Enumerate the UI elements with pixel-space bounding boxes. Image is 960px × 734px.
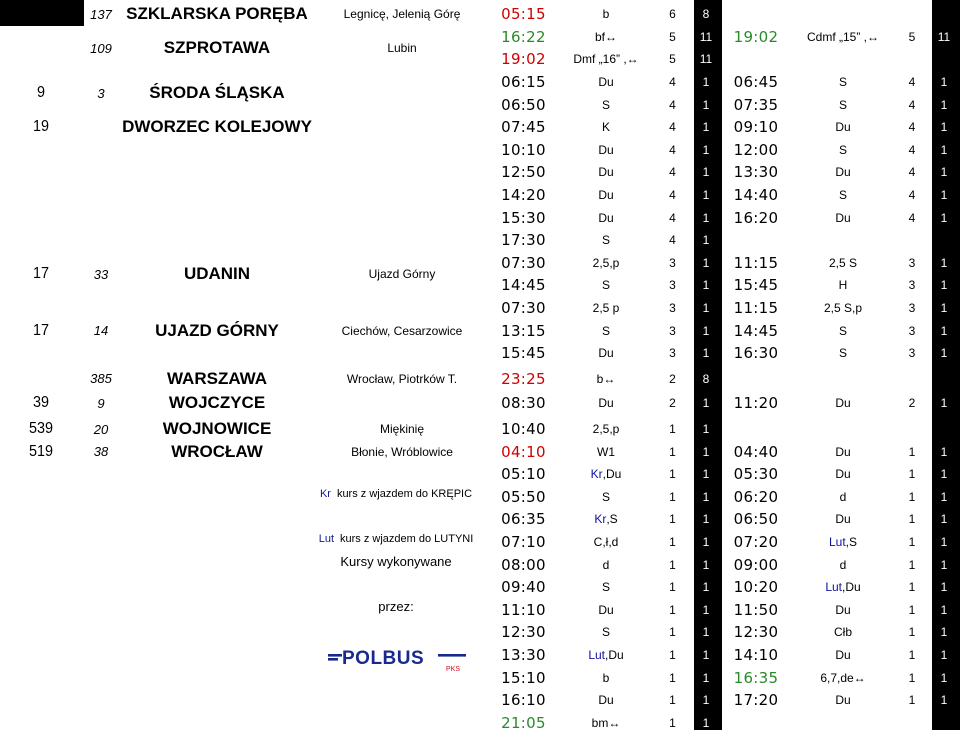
via-cell: Ciechów, Cesarzowice: [341, 323, 463, 338]
n-cell: 1: [669, 648, 676, 663]
nt-cell: b↔: [596, 371, 616, 386]
tm-cell: 15:45: [501, 344, 546, 363]
n-cell: 1: [908, 670, 916, 685]
tm-cell: 11:10: [501, 600, 546, 619]
tm-cell: 16:30: [733, 344, 779, 363]
n-cell: 1: [940, 693, 948, 708]
tm-cell: 09:00: [733, 555, 779, 574]
n-cell: 1: [669, 602, 676, 617]
n-cell: 1: [702, 535, 710, 550]
nt-cell: bm↔: [591, 715, 621, 730]
n-cell: 1: [669, 489, 676, 504]
tkm-cell: 38: [93, 444, 109, 460]
nt-cell: S: [838, 323, 847, 338]
tm-cell: 19:02: [733, 27, 779, 46]
tm-cell: 13:30: [501, 646, 546, 665]
n-cell: 1: [702, 301, 710, 316]
tm-cell: 05:10: [501, 465, 546, 484]
n-cell: 1: [940, 278, 948, 293]
n-cell: 3: [908, 278, 916, 293]
nt-cell: Lut ,Du: [588, 648, 624, 663]
n-cell: 11: [699, 52, 713, 67]
tm-cell: 13:30: [733, 163, 779, 182]
n-cell: 1: [702, 715, 710, 730]
via-cell: Ujazd Górny: [368, 267, 436, 282]
n-cell: 1: [702, 255, 710, 270]
tm-cell: 04:40: [733, 442, 779, 461]
n-cell: 1: [702, 97, 710, 112]
n-cell: 4: [669, 210, 676, 225]
n-cell: 1: [702, 580, 710, 595]
tm-cell: 19:02: [501, 50, 546, 69]
n-cell: 2: [908, 396, 916, 411]
km-cell: [4, 26, 78, 71]
n-cell: 1: [702, 625, 710, 640]
n-cell: 1: [940, 512, 948, 527]
tkm-cell: 137: [90, 6, 112, 22]
n-cell: 3: [908, 323, 916, 338]
nt-cell: Du: [835, 467, 851, 482]
tm-cell: 07:45: [501, 118, 546, 137]
tkm-cell: 109: [90, 40, 112, 56]
n-cell: 1: [940, 142, 948, 157]
n-cell: 4: [908, 97, 916, 112]
tm-cell: 06:45: [733, 73, 779, 92]
nt-cell: Du: [835, 120, 851, 135]
nt-cell: S: [601, 278, 610, 293]
tm-cell: 16:22: [501, 27, 546, 46]
st-cell: WOJCZYCE: [168, 393, 266, 413]
n-cell: 1: [702, 467, 710, 482]
st-cell: UDANIN: [183, 264, 251, 284]
n-cell: 1: [702, 278, 710, 293]
tkm-cell: 33: [93, 266, 109, 282]
tm-cell: 12:00: [733, 140, 779, 159]
tkm-cell: 14: [93, 323, 109, 339]
n-cell: 3: [908, 346, 916, 361]
nt-cell: Du: [598, 602, 614, 617]
n-cell: 4: [669, 233, 676, 248]
via-cell: Legnicę, Jelenią Górę: [343, 7, 461, 22]
n-cell: 1: [908, 557, 916, 572]
n-cell: 4: [908, 75, 916, 90]
n-cell: 4: [908, 165, 916, 180]
km-cell: 17: [32, 321, 50, 339]
n-cell: 8: [702, 7, 710, 22]
n-cell: 1: [702, 210, 710, 225]
nt-cell: S: [838, 142, 847, 157]
n-cell: 1: [940, 602, 948, 617]
tm-cell: 14:20: [501, 186, 546, 205]
tm-cell: 12:30: [733, 623, 779, 642]
n-cell: 5: [908, 29, 916, 44]
n-cell: 1: [940, 467, 948, 482]
nt-cell: Du: [598, 346, 614, 361]
tm-cell: 21:05: [501, 713, 546, 732]
n-cell: 3: [669, 346, 676, 361]
n-cell: 4: [669, 142, 676, 157]
n-cell: 4: [908, 120, 916, 135]
n-cell: 1: [908, 489, 916, 504]
nt-cell: S: [601, 489, 610, 504]
tm-cell: 08:00: [501, 555, 546, 574]
n-cell: 1: [669, 557, 676, 572]
via-cell: Błonie, Wróblowice: [351, 444, 453, 459]
n-cell: 1: [940, 97, 948, 112]
n-cell: 1: [940, 444, 948, 459]
nt-cell: 2,5,p: [592, 255, 620, 270]
nt-cell: Du: [598, 142, 614, 157]
tm-cell: 06:35: [501, 510, 546, 529]
tm-cell: 05:30: [733, 465, 779, 484]
n-cell: 1: [702, 75, 710, 90]
tm-cell: 05:15: [501, 5, 546, 24]
n-cell: 1: [940, 120, 948, 135]
n-cell: 1: [702, 142, 710, 157]
n-cell: 1: [908, 602, 916, 617]
nt-cell: 2,5,p: [592, 422, 620, 437]
nt-cell: Du: [835, 648, 851, 663]
st-cell: DWORZEC KOLEJOWY: [122, 117, 312, 137]
n-cell: 1: [702, 396, 710, 411]
via-cell: Lubin: [387, 41, 417, 56]
km-cell: 39: [32, 394, 50, 412]
nt-cell: W1: [597, 444, 615, 459]
tm-cell: 07:30: [501, 299, 546, 318]
nt-cell: Du: [598, 396, 614, 411]
tm-cell: 07:10: [501, 533, 546, 552]
nt-cell: Cłb: [833, 625, 852, 640]
n-cell: 1: [702, 512, 710, 527]
n-cell: 4: [669, 188, 676, 203]
km-cell: 519: [28, 442, 54, 460]
logo-sub: PKS: [446, 666, 461, 673]
n-cell: 1: [669, 422, 676, 437]
nt-cell: d: [602, 557, 610, 572]
n-cell: 1: [940, 75, 948, 90]
nt-cell: 2,5 S,p: [823, 301, 863, 316]
n-cell: 3: [669, 255, 676, 270]
nt-cell: 2,5 p: [592, 301, 620, 316]
n-cell: 1: [940, 580, 948, 595]
nt-cell: bf↔: [594, 29, 617, 44]
n-cell: 1: [940, 648, 948, 663]
n-cell: 1: [940, 188, 948, 203]
n-cell: 5: [669, 29, 676, 44]
n-cell: 1: [702, 557, 710, 572]
n-cell: 1: [940, 670, 948, 685]
tm-cell: 08:30: [501, 394, 546, 413]
n-cell: 4: [908, 210, 916, 225]
nt-cell: S: [601, 233, 610, 248]
tm-cell: 10:40: [501, 420, 546, 439]
st-cell: SZPROTAWA: [163, 38, 271, 58]
via-cell: Miękinię: [379, 422, 424, 437]
nt-cell: Dmf „16” ,↔: [573, 52, 639, 67]
logo-text: POLBUS: [342, 648, 425, 669]
tm-cell: 12:30: [501, 623, 546, 642]
n-cell: 6: [669, 7, 676, 22]
n-cell: 1: [669, 670, 676, 685]
km-cell: 539: [28, 420, 54, 438]
n-cell: 1: [669, 512, 676, 527]
n-cell: 1: [702, 489, 710, 504]
n-cell: 1: [702, 670, 710, 685]
n-cell: 1: [940, 489, 948, 504]
n-cell: 11: [699, 29, 713, 44]
legend-kr: [318, 484, 474, 504]
nt-cell: Du: [835, 165, 851, 180]
tm-cell: 07:35: [733, 95, 779, 114]
n-cell: 8: [702, 371, 710, 386]
nt-cell: Du: [598, 210, 614, 225]
n-cell: 1: [702, 233, 710, 248]
nt-cell: S: [601, 323, 610, 338]
tm-cell: 15:45: [733, 276, 779, 295]
n-cell: 5: [669, 52, 676, 67]
legend-lut: [318, 529, 474, 549]
st-cell: WROCŁAW: [171, 441, 263, 461]
n-cell: 1: [908, 693, 916, 708]
tm-cell: 07:20: [733, 533, 779, 552]
n-cell: 1: [940, 210, 948, 225]
tkm-cell: [82, 116, 120, 139]
tm-cell: 04:10: [501, 442, 546, 461]
nt-cell: S: [601, 580, 610, 595]
nt-cell: 6,7,de↔: [820, 670, 866, 685]
n-cell: 3: [669, 278, 676, 293]
n-cell: 1: [669, 535, 676, 550]
via-cell: [314, 392, 490, 415]
n-cell: 1: [940, 323, 948, 338]
nt-cell: Du: [835, 396, 851, 411]
n-cell: 1: [940, 255, 948, 270]
nt-cell: H: [838, 278, 848, 293]
nt-cell: S: [838, 188, 847, 203]
km-cell: 9: [36, 84, 46, 102]
n-cell: 1: [908, 580, 916, 595]
n-cell: 1: [669, 580, 676, 595]
tm-cell: 06:50: [733, 510, 779, 529]
nt-cell: Du: [835, 693, 851, 708]
legend-kursy: Kursy wykonywane: [340, 553, 452, 569]
tm-cell: 16:10: [501, 691, 546, 710]
n-cell: 3: [669, 301, 676, 316]
tm-cell: 10:10: [501, 140, 546, 159]
tkm-cell: 20: [93, 421, 109, 437]
n-cell: 1: [940, 165, 948, 180]
tm-cell: 14:45: [501, 276, 546, 295]
polbus-logo: [326, 644, 470, 674]
tm-cell: 09:40: [501, 578, 546, 597]
km-cell: [4, 3, 78, 26]
nt-cell: Cdmf „15” ,↔: [806, 29, 879, 44]
nt-cell: C,ł,d: [593, 535, 619, 550]
legend-kr-code: Kr: [319, 488, 331, 500]
tm-cell: 17:20: [733, 691, 779, 710]
st-cell: SZKLARSKA PORĘBA: [126, 4, 308, 24]
n-cell: 1: [669, 715, 676, 730]
n-cell: 1: [908, 512, 916, 527]
km-cell: 17: [32, 265, 50, 283]
n-cell: 1: [702, 188, 710, 203]
nt-cell: Du: [835, 512, 851, 527]
nt-cell: b: [602, 670, 610, 685]
n-cell: 1: [908, 648, 916, 663]
st-cell: WARSZAWA: [166, 368, 268, 388]
tm-cell: 11:15: [733, 253, 779, 272]
nt-cell: Kr ,Du: [590, 467, 622, 482]
n-cell: 1: [702, 323, 710, 338]
n-cell: 2: [669, 396, 676, 411]
n-cell: 1: [908, 467, 916, 482]
tm-cell: 23:25: [501, 369, 546, 388]
nt-cell: Lut ,S: [828, 535, 858, 550]
nt-cell: Du: [598, 75, 614, 90]
tkm-cell: 9: [97, 395, 105, 411]
n-cell: 2: [669, 371, 676, 386]
via-cell: [314, 116, 490, 139]
n-cell: 1: [702, 422, 710, 437]
tm-cell: 11:50: [733, 600, 779, 619]
tm-cell: 06:15: [501, 73, 546, 92]
tkm-cell: 3: [97, 85, 105, 101]
nt-cell: Du: [598, 188, 614, 203]
tm-cell: 11:20: [733, 394, 779, 413]
nt-cell: S: [838, 75, 847, 90]
legend-lut-code: Lut: [318, 533, 335, 545]
nt-cell: Du: [835, 602, 851, 617]
n-cell: 3: [908, 255, 916, 270]
n-cell: 4: [669, 165, 676, 180]
n-cell: 1: [669, 444, 676, 459]
n-cell: 4: [908, 188, 916, 203]
n-cell: 3: [669, 323, 676, 338]
st-cell: WOJNOWICE: [162, 419, 272, 439]
n-cell: 1: [940, 557, 948, 572]
tm-cell: 14:10: [733, 646, 779, 665]
legend-lut-text: kurs z wjazdem do LUTYNI: [340, 533, 474, 545]
n-cell: 1: [940, 625, 948, 640]
n-cell: 4: [908, 142, 916, 157]
tm-cell: 13:15: [501, 321, 546, 340]
nt-cell: Lut ,Du: [825, 580, 861, 595]
n-cell: 1: [908, 444, 916, 459]
tm-cell: 12:50: [501, 163, 546, 182]
nt-cell: S: [601, 625, 610, 640]
n-cell: 1: [669, 693, 676, 708]
n-cell: 11: [937, 29, 951, 44]
tm-cell: 15:10: [501, 668, 546, 687]
tm-cell: 10:20: [733, 578, 779, 597]
n-cell: 1: [940, 346, 948, 361]
nt-cell: K: [601, 120, 610, 135]
tm-cell: 14:45: [733, 321, 779, 340]
n-cell: 1: [702, 444, 710, 459]
km-cell: [4, 368, 78, 391]
st-cell: UJAZD GÓRNY: [155, 320, 279, 340]
tkm-cell: 385: [90, 371, 112, 387]
tm-cell: 17:30: [501, 231, 546, 250]
n-cell: 1: [669, 467, 676, 482]
tm-cell: 09:10: [733, 118, 779, 137]
n-cell: 1: [908, 625, 916, 640]
n-cell: 1: [702, 165, 710, 180]
n-cell: 1: [669, 625, 676, 640]
legend-kr-text: kurs z wjazdem do KRĘPIC: [336, 488, 473, 500]
n-cell: 3: [908, 301, 916, 316]
n-cell: 1: [940, 396, 948, 411]
nt-cell: Kr ,S: [594, 512, 618, 527]
nt-cell: S: [838, 97, 847, 112]
n-cell: 1: [702, 648, 710, 663]
legend-przez: przez:: [378, 598, 414, 614]
tm-cell: 11:15: [733, 299, 779, 318]
nt-cell: Du: [835, 210, 851, 225]
tm-cell: 06:20: [733, 487, 779, 506]
n-cell: 4: [669, 120, 676, 135]
tm-cell: 07:30: [501, 253, 546, 272]
nt-cell: S: [601, 97, 610, 112]
nt-cell: Du: [835, 444, 851, 459]
n-cell: 1: [702, 120, 710, 135]
tm-cell: 14:40: [733, 186, 779, 205]
nt-cell: Du: [598, 693, 614, 708]
n-cell: 4: [669, 97, 676, 112]
tm-cell: 05:50: [501, 487, 546, 506]
nt-cell: d: [839, 489, 847, 504]
tm-cell: 16:35: [733, 668, 779, 687]
n-cell: 1: [702, 346, 710, 361]
n-cell: 1: [702, 693, 710, 708]
st-cell: ŚRODA ŚLĄSKA: [149, 83, 285, 103]
n-cell: 1: [940, 301, 948, 316]
via-cell: [314, 71, 490, 116]
nt-cell: S: [838, 346, 847, 361]
n-cell: 1: [940, 535, 948, 550]
via-cell: Wrocław, Piotrków T.: [346, 371, 458, 386]
nt-cell: Du: [598, 165, 614, 180]
nt-cell: 2,5 S: [828, 255, 858, 270]
n-cell: 1: [702, 602, 710, 617]
n-cell: 4: [669, 75, 676, 90]
nt-cell: d: [839, 557, 847, 572]
km-cell: 19: [32, 118, 50, 136]
tm-cell: 16:20: [733, 208, 779, 227]
n-cell: 1: [908, 535, 916, 550]
tm-cell: 06:50: [501, 95, 546, 114]
nt-cell: b: [602, 7, 610, 22]
tm-cell: 15:30: [501, 208, 546, 227]
